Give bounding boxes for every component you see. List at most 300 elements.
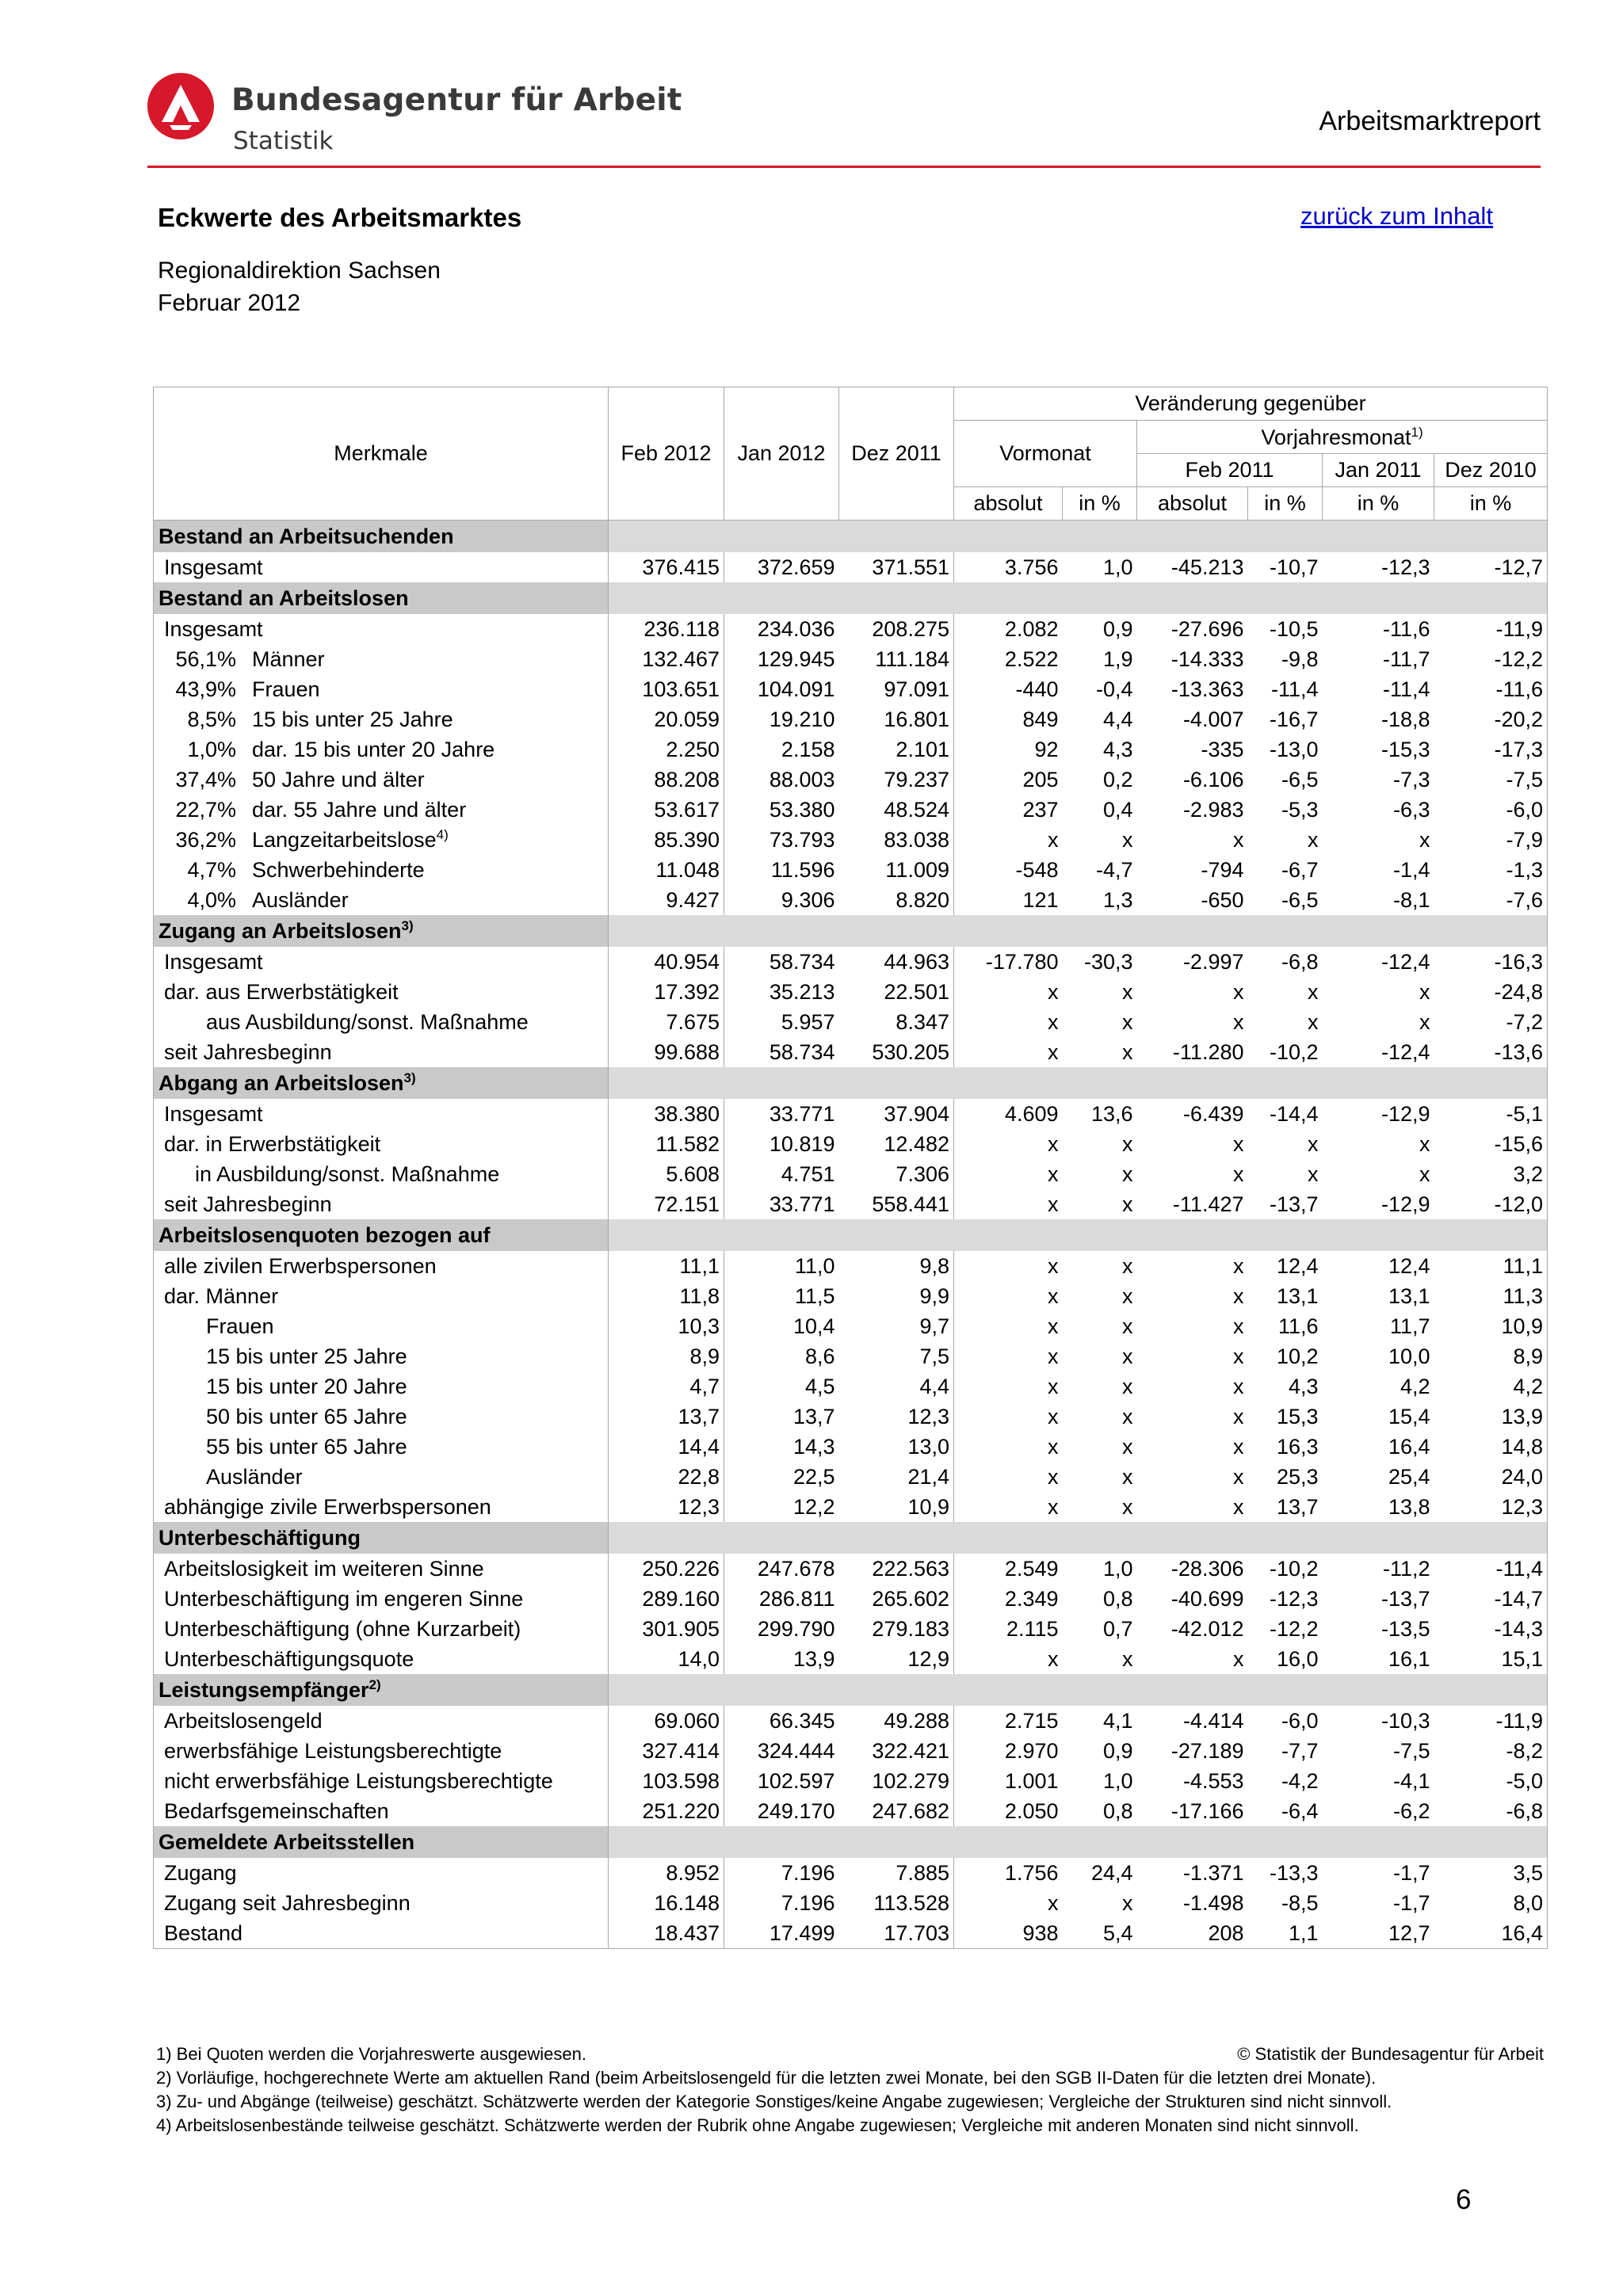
table-cell: -1,4 — [1392, 857, 1430, 882]
row-label-text: 15 bis unter 25 Jahre — [252, 707, 453, 731]
table-cell: 20.059 — [609, 704, 724, 734]
row-label-text: in Ausbildung/sonst. Maßnahme — [195, 1161, 500, 1186]
row-label — [154, 552, 609, 582]
table-cell: -11,6 — [1434, 674, 1548, 704]
row-label — [154, 1432, 609, 1462]
table-cell: x — [1122, 1192, 1133, 1216]
section-header-row — [154, 582, 1548, 614]
table-cell: x — [1048, 1192, 1059, 1216]
table-cell: 33.771 — [769, 1101, 835, 1126]
row-label — [154, 1614, 609, 1644]
section-fill — [609, 521, 1548, 553]
row-label-text: Langzeitarbeitslose — [252, 828, 437, 852]
table-cell: 11.582 — [609, 1129, 724, 1159]
row-label-text: 50 Jahre und älter — [252, 767, 425, 791]
table-cell: x — [1122, 1494, 1133, 1519]
table-row — [154, 947, 1548, 977]
table-cell: 2.101 — [839, 734, 954, 765]
row-label — [154, 1736, 609, 1766]
row-label — [154, 825, 609, 855]
table-cell: 132.467 — [609, 644, 724, 674]
table-cell: 12.482 — [839, 1129, 954, 1159]
table-row — [154, 1402, 1548, 1432]
table-cell: 10,3 — [609, 1311, 724, 1341]
table-cell: x — [1419, 979, 1430, 1004]
table-cell: 9,7 — [839, 1311, 954, 1341]
table-cell: 8,9 — [1434, 1341, 1548, 1371]
row-label — [154, 1129, 609, 1159]
table-cell: 12,3 — [609, 1492, 724, 1522]
table-cell: 11,1 — [609, 1251, 724, 1281]
table-cell: 322.421 — [839, 1736, 954, 1766]
row-label-text: alle zivilen Erwerbspersonen — [164, 1253, 437, 1278]
table-cell: -42.012 — [1170, 1616, 1244, 1641]
table-row — [154, 977, 1548, 1007]
page-title: Eckwerte des Arbeitsmarktes — [158, 203, 522, 232]
row-label — [154, 614, 609, 644]
table-cell: 208.275 — [839, 614, 954, 644]
table-cell: 8.820 — [839, 885, 954, 915]
table-cell: -6,0 — [1434, 795, 1548, 825]
row-share: 4,7% — [187, 857, 236, 882]
row-label — [154, 1766, 609, 1796]
row-label — [154, 977, 609, 1007]
table-cell: -6.106 — [1182, 767, 1244, 791]
section-title-text: Unterbeschäftigung — [158, 1525, 361, 1550]
table-cell: x — [1233, 1434, 1244, 1459]
table-cell: 237 — [1022, 797, 1059, 822]
table-cell: -16,3 — [1434, 947, 1548, 977]
table-cell: 53.380 — [769, 797, 835, 822]
row-label-text: Ausländer — [252, 887, 349, 912]
table-cell: x — [1419, 1009, 1430, 1034]
table-cell: 327.414 — [609, 1736, 724, 1766]
table-cell: -12,3 — [1381, 555, 1430, 579]
row-share: 22,7% — [175, 797, 236, 822]
table-cell: -6,8 — [1434, 1796, 1548, 1826]
table-cell: 8,9 — [609, 1341, 724, 1371]
table-cell: 1,1 — [1248, 1918, 1323, 1949]
row-label-text: Insgesamt — [164, 616, 263, 641]
row-label — [154, 644, 609, 674]
row-label — [154, 1796, 609, 1826]
table-cell: 14,0 — [609, 1644, 724, 1674]
table-cell: 16,0 — [1276, 1646, 1319, 1671]
table-cell: x — [1122, 1434, 1133, 1459]
table-cell: 2.115 — [1006, 1616, 1059, 1641]
table-cell: 10,2 — [1276, 1344, 1319, 1368]
table-cell: 11,6 — [1277, 1314, 1319, 1338]
table-cell: 1,0 — [1102, 1768, 1133, 1793]
table-cell: 301.905 — [609, 1614, 724, 1644]
table-cell: 8.347 — [839, 1007, 954, 1037]
table-cell: 24,4 — [1090, 1860, 1133, 1885]
table-cell: x — [1308, 979, 1319, 1004]
table-cell: 2.082 — [1004, 616, 1059, 641]
row-label — [154, 1492, 609, 1522]
table-cell: 558.441 — [839, 1189, 954, 1219]
row-label-text: 55 bis unter 65 Jahre — [206, 1434, 407, 1459]
table-cell: -4.553 — [1182, 1768, 1244, 1793]
footnote-ref: 2) — [369, 1677, 381, 1692]
row-label — [154, 734, 609, 765]
table-cell: -11,4 — [1270, 677, 1319, 701]
table-cell: -13.363 — [1170, 677, 1244, 701]
table-cell: x — [1122, 1344, 1133, 1368]
table-cell: x — [1308, 1161, 1319, 1186]
table-cell: 251.220 — [609, 1796, 724, 1826]
table-cell: 10,9 — [839, 1492, 954, 1522]
table-cell: -11,4 — [1434, 1554, 1548, 1584]
table-cell: 58.734 — [769, 949, 835, 974]
table-cell: -40.699 — [1170, 1586, 1244, 1611]
row-label-text: seit Jahresbeginn — [164, 1039, 332, 1064]
table-cell: 83.038 — [839, 825, 954, 855]
table-cell: 12,3 — [839, 1402, 954, 1432]
table-cell: 97.091 — [839, 674, 954, 704]
row-share: 37,4% — [175, 767, 236, 791]
table-cell: -4.414 — [1182, 1708, 1244, 1733]
table-cell: 44.963 — [839, 947, 954, 977]
section-fill — [609, 915, 1548, 947]
section-title-text: Abgang an Arbeitslosen — [158, 1071, 404, 1095]
table-cell: 38.380 — [609, 1099, 724, 1129]
table-cell: 15,4 — [1388, 1404, 1430, 1428]
table-cell: 18.437 — [609, 1918, 724, 1949]
table-cell: x — [1233, 827, 1244, 852]
row-label-text: erwerbsfähige Leistungsberechtigte — [164, 1738, 502, 1763]
table-row — [154, 1584, 1548, 1614]
table-cell: 9.427 — [609, 885, 724, 915]
table-row — [154, 1189, 1548, 1219]
table-cell: 1,3 — [1102, 887, 1133, 912]
back-to-contents-link[interactable]: zurück zum Inhalt — [1300, 202, 1493, 230]
section-title — [154, 582, 609, 614]
table-row — [154, 552, 1548, 582]
table-cell: 2.970 — [1004, 1738, 1059, 1763]
table-cell: x — [1048, 1344, 1059, 1368]
table-cell: 48.524 — [839, 795, 954, 825]
table-cell: 4,5 — [804, 1374, 835, 1398]
table-cell: 247.682 — [839, 1796, 954, 1826]
table-cell: -6,8 — [1281, 949, 1319, 974]
table-cell: x — [1122, 1404, 1133, 1428]
table-cell: -4,1 — [1392, 1768, 1430, 1793]
brand-name: Bundesagentur für Arbeit — [231, 82, 682, 118]
table-cell: x — [1233, 979, 1244, 1004]
table-cell: x — [1419, 1161, 1430, 1186]
table-cell: -2.997 — [1182, 949, 1244, 974]
table-cell: 40.954 — [609, 947, 724, 977]
table-cell: 17.392 — [609, 977, 724, 1007]
table-row — [154, 1281, 1548, 1311]
table-cell: -1.498 — [1182, 1890, 1244, 1915]
table-cell: -8,5 — [1281, 1890, 1319, 1915]
table-cell: 4,2 — [1434, 1371, 1548, 1402]
row-label — [154, 1888, 609, 1918]
table-cell: 17.703 — [839, 1918, 954, 1949]
row-share: 43,9% — [175, 677, 236, 701]
table-cell: -14,3 — [1434, 1614, 1548, 1644]
table-cell: 11,5 — [794, 1283, 835, 1308]
table-row — [154, 734, 1548, 765]
table-cell: 3,5 — [1434, 1858, 1548, 1888]
table-cell: x — [1233, 1283, 1244, 1308]
table-cell: 8,0 — [1434, 1888, 1548, 1918]
section-title — [154, 1219, 609, 1251]
table-cell: 4,3 — [1288, 1374, 1319, 1398]
header-vorjahresmonat-label: Vorjahresmonat — [1261, 425, 1411, 449]
table-cell: 92 — [1034, 737, 1059, 761]
table-cell: 0,9 — [1102, 1738, 1133, 1763]
row-label — [154, 674, 609, 704]
table-cell: -11,6 — [1382, 616, 1430, 641]
table-cell: 73.793 — [769, 827, 835, 852]
table-cell: -13,0 — [1269, 737, 1319, 761]
header-veraenderung: Veränderung gegenüber — [954, 387, 1548, 421]
table-cell: 13,7 — [1276, 1494, 1319, 1519]
table-cell: -11,4 — [1382, 677, 1430, 701]
table-cell: x — [1419, 827, 1430, 852]
table-cell: -8,1 — [1392, 887, 1430, 912]
footnote-ref: 4) — [436, 827, 449, 842]
table-cell: 17.499 — [724, 1918, 839, 1949]
table-row — [154, 614, 1548, 644]
table-row — [154, 1159, 1548, 1189]
table-row — [154, 795, 1548, 825]
row-label-text: Ausländer — [206, 1464, 303, 1489]
table-cell: 102.597 — [757, 1768, 835, 1793]
table-cell: -7,3 — [1392, 767, 1430, 791]
table-cell: 4,4 — [839, 1371, 954, 1402]
table-cell: 22,5 — [792, 1464, 835, 1489]
table-row — [154, 644, 1548, 674]
row-label-text: dar. Männer — [164, 1283, 279, 1308]
table-cell: -15,6 — [1434, 1129, 1548, 1159]
table-cell: 2.715 — [1004, 1708, 1059, 1733]
table-cell: x — [1233, 1344, 1244, 1368]
table-cell: -12,3 — [1269, 1586, 1319, 1611]
table-cell: 99.688 — [609, 1037, 724, 1067]
table-cell: x — [1233, 1161, 1244, 1186]
row-label-text: Zugang — [164, 1860, 237, 1885]
row-share: 8,5% — [187, 707, 236, 731]
row-label — [154, 1706, 609, 1736]
table-cell: 121 — [1022, 887, 1059, 912]
table-cell: -10,5 — [1269, 616, 1319, 641]
table-cell: x — [1048, 1646, 1059, 1671]
table-cell: 1.001 — [1004, 1768, 1059, 1793]
table-cell: -6,7 — [1281, 857, 1319, 882]
table-row — [154, 1311, 1548, 1341]
row-label — [154, 885, 609, 915]
section-title — [154, 1522, 609, 1554]
footnote-1 — [156, 2042, 1544, 2066]
section-header-row — [154, 1067, 1548, 1099]
table-cell: 13,1 — [1276, 1283, 1319, 1308]
table-cell: 13,0 — [839, 1432, 954, 1462]
table-cell: -12,4 — [1381, 949, 1430, 974]
header-feb-2012: Feb 2012 — [609, 387, 724, 521]
row-label-text: Insgesamt — [164, 949, 263, 974]
table-cell: 530.205 — [839, 1037, 954, 1067]
table-row — [154, 885, 1548, 915]
row-label — [154, 1584, 609, 1614]
table-cell: x — [1233, 1374, 1244, 1398]
header-vormonat: Vormonat — [954, 421, 1137, 487]
row-label-text: dar. 15 bis unter 20 Jahre — [252, 737, 495, 761]
table-cell: 16.148 — [609, 1888, 724, 1918]
table-cell: 22.501 — [839, 977, 954, 1007]
table-cell: 12,3 — [1434, 1492, 1548, 1522]
table-cell: -1,7 — [1392, 1890, 1430, 1915]
table-cell: -794 — [1201, 857, 1244, 882]
table-cell: -12,2 — [1269, 1616, 1319, 1641]
table-row — [154, 1492, 1548, 1522]
table-row — [154, 825, 1548, 855]
footnote-ref: 1) — [1411, 424, 1423, 440]
table-cell: 5.957 — [781, 1009, 835, 1034]
table-cell: 2.522 — [1004, 646, 1059, 671]
table-cell: -1,7 — [1392, 1860, 1430, 1885]
header-dez-2011: Dez 2011 — [839, 387, 954, 521]
table-cell: 13,6 — [1090, 1101, 1133, 1126]
header-absolut-vormonat: absolut — [954, 487, 1063, 521]
table-cell: 102.279 — [839, 1766, 954, 1796]
row-label — [154, 704, 609, 734]
header-jan-2011: Jan 2011 — [1323, 454, 1434, 487]
table-cell: 371.551 — [839, 552, 954, 582]
row-label — [154, 1858, 609, 1888]
table-cell: -12,9 — [1381, 1192, 1430, 1216]
row-label-text: 50 bis unter 65 Jahre — [206, 1404, 407, 1428]
table-cell: -45.213 — [1170, 555, 1244, 579]
row-label-text: dar. in Erwerbstätigkeit — [164, 1131, 381, 1156]
table-cell: 234.036 — [757, 616, 835, 641]
table-cell: -650 — [1201, 887, 1244, 912]
table-cell: 4,4 — [1102, 707, 1133, 731]
table-row — [154, 765, 1548, 795]
table-cell: -15,3 — [1381, 737, 1430, 761]
table-cell: 88.208 — [609, 765, 724, 795]
section-fill — [609, 1522, 1548, 1554]
table-row — [154, 1736, 1548, 1766]
table-cell: 58.734 — [769, 1039, 835, 1064]
table-cell: -11.280 — [1172, 1039, 1244, 1064]
header-merkmale: Merkmale — [154, 387, 609, 521]
table-cell: -14,4 — [1269, 1101, 1319, 1126]
row-label — [154, 1159, 609, 1189]
table-row — [154, 1766, 1548, 1796]
table-cell: 19.210 — [769, 707, 835, 731]
row-label-text: seit Jahresbeginn — [164, 1192, 332, 1216]
table-cell: 4.609 — [1004, 1101, 1059, 1126]
section-header-row — [154, 1522, 1548, 1554]
row-label — [154, 1251, 609, 1281]
table-row — [154, 1614, 1548, 1644]
table-cell: 25,4 — [1388, 1464, 1430, 1489]
row-label — [154, 1918, 609, 1949]
table-cell: x — [1122, 1283, 1133, 1308]
table-cell: 25,3 — [1276, 1464, 1319, 1489]
row-label — [154, 1644, 609, 1674]
table-cell: -24,8 — [1434, 977, 1548, 1007]
footnote-text: 1) Bei Quoten werden die Vorjahreswerte ausgewiesen. — [156, 2044, 586, 2064]
table-cell: x — [1122, 979, 1133, 1004]
row-share: 56,1% — [175, 646, 236, 671]
header-absolut-vorjahr: absolut — [1137, 487, 1248, 521]
table-cell: 5.608 — [609, 1159, 724, 1189]
table-cell: 5,4 — [1063, 1918, 1137, 1949]
table-cell: 11,0 — [794, 1253, 835, 1278]
row-label-text: 15 bis unter 20 Jahre — [206, 1374, 407, 1398]
table-cell: x — [1233, 1131, 1244, 1156]
table-cell: 85.390 — [609, 825, 724, 855]
table-cell: x — [1122, 1131, 1133, 1156]
row-label-text: Arbeitslosengeld — [164, 1708, 323, 1733]
table-cell: 16,4 — [1434, 1918, 1548, 1949]
table-cell: 7.885 — [839, 1858, 954, 1888]
section-header-row — [154, 915, 1548, 947]
table-cell: 11,1 — [1434, 1251, 1548, 1281]
table-cell: 249.170 — [757, 1798, 835, 1823]
table-cell: 4,2 — [1400, 1374, 1430, 1398]
table-cell: x — [1122, 1314, 1133, 1338]
row-label — [154, 855, 609, 885]
table-row — [154, 1371, 1548, 1402]
table-cell: 10.819 — [769, 1131, 835, 1156]
table-cell: 0,8 — [1102, 1798, 1133, 1823]
table-cell: -11.427 — [1172, 1192, 1244, 1216]
table-cell: 7.196 — [781, 1890, 835, 1915]
table-cell: x — [1233, 1253, 1244, 1278]
table-cell: -12,2 — [1434, 644, 1548, 674]
row-label — [154, 1462, 609, 1492]
table-cell: 8.952 — [609, 1858, 724, 1888]
table-cell: 11,8 — [609, 1281, 724, 1311]
row-label — [154, 1402, 609, 1432]
row-label-text: Frauen — [252, 677, 320, 701]
table-cell: 13,9 — [1434, 1402, 1548, 1432]
table-cell: 103.598 — [609, 1766, 724, 1796]
table-cell: x — [1308, 827, 1319, 852]
table-cell: -5,1 — [1434, 1099, 1548, 1129]
table-cell: -6,3 — [1392, 797, 1430, 822]
table-cell: 13,7 — [609, 1402, 724, 1432]
section-header-row — [154, 521, 1548, 553]
table-cell: 247.678 — [757, 1556, 835, 1581]
row-share: 1,0% — [187, 737, 236, 761]
table-cell: 13,7 — [792, 1404, 835, 1428]
table-row — [154, 1037, 1548, 1067]
table-cell: 9,9 — [839, 1281, 954, 1311]
table-cell: 236.118 — [609, 614, 724, 644]
table-cell: -12,4 — [1381, 1039, 1430, 1064]
period-label: Februar 2012 — [158, 290, 301, 316]
table-cell: 10,4 — [792, 1314, 835, 1338]
table-cell: 1.756 — [1004, 1860, 1059, 1885]
table-cell: 13,9 — [792, 1646, 835, 1671]
table-row — [154, 1644, 1548, 1674]
table-cell: x — [1308, 1131, 1319, 1156]
section-header-row — [154, 1674, 1548, 1706]
section-fill — [609, 1067, 1548, 1099]
row-label-text: abhängige zivile Erwerbspersonen — [164, 1494, 491, 1519]
header-inpct-dez-2010: in % — [1434, 487, 1548, 521]
section-title-text: Bestand an Arbeitslosen — [158, 585, 409, 610]
row-label — [154, 1189, 609, 1219]
table-cell: 16,1 — [1388, 1646, 1430, 1671]
